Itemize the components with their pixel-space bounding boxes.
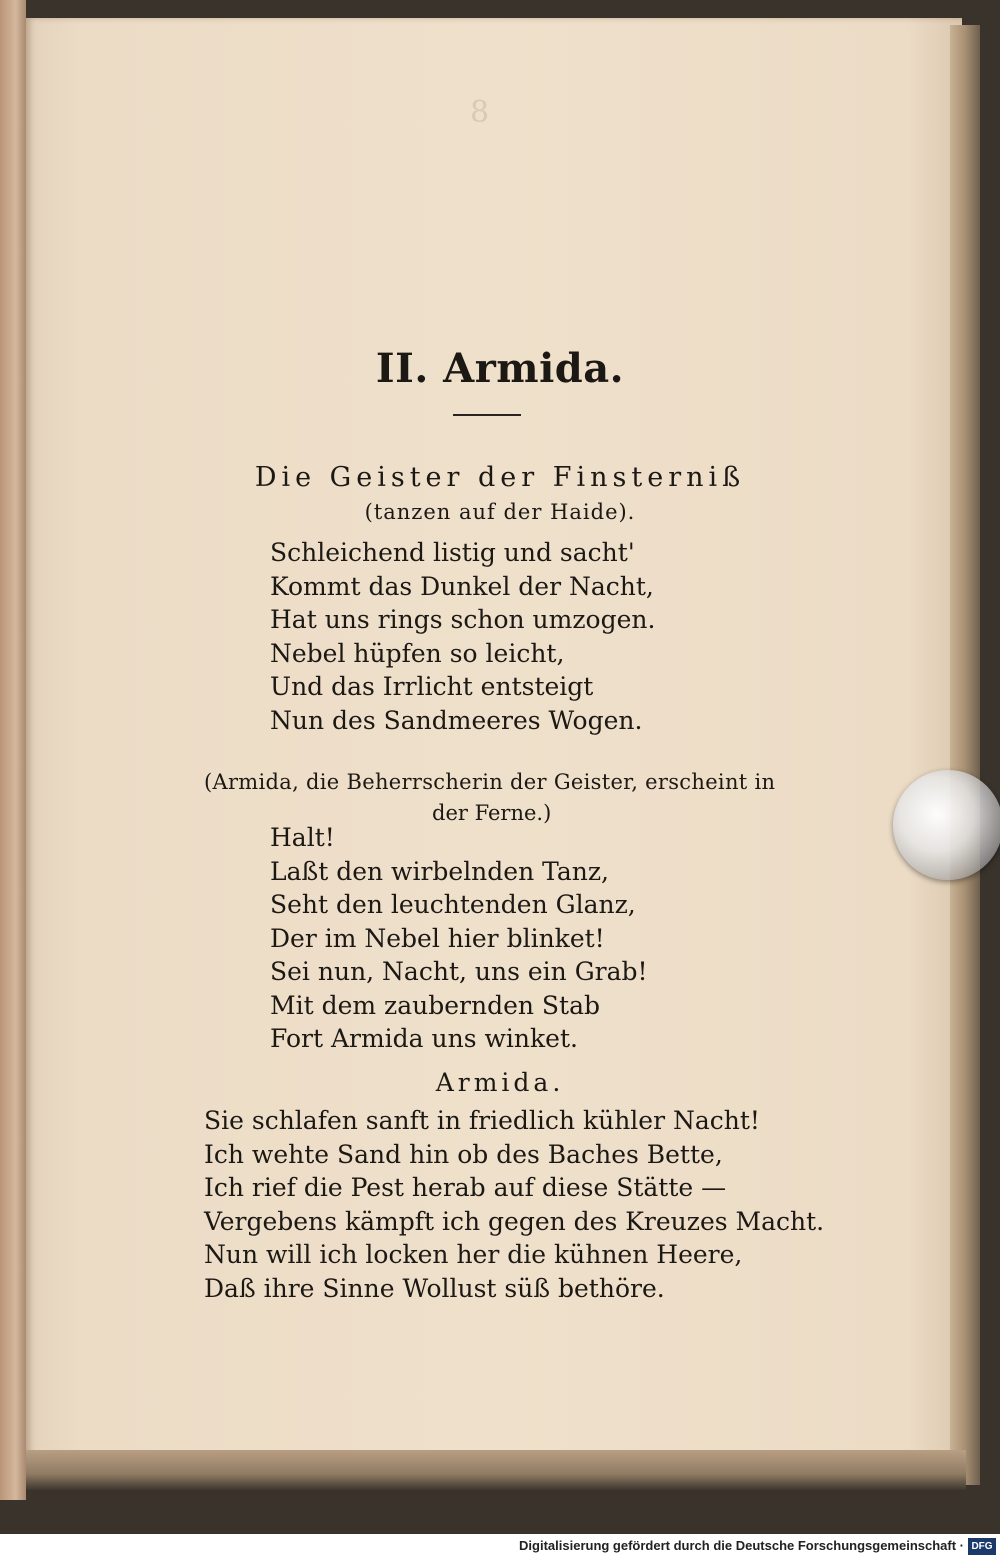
funding-credit: Digitalisierung gefördert durch die Deutsche Forschungsgemeinschaft · <box>519 1538 964 1553</box>
verse-line: Daß ihre Sinne Wollust süß bethöre. <box>204 1273 665 1303</box>
verse-line: Sei nun, Nacht, uns ein Grab! <box>270 957 648 986</box>
verse-line: Hat uns rings schon umzogen. <box>270 605 656 634</box>
verse-line: Nun des Sandmeeres Wogen. <box>270 705 643 735</box>
verse-line: Kommt das Dunkel der Nacht, <box>270 571 654 601</box>
verse-block-3 <box>204 1104 824 1305</box>
verse-line: Mit dem zaubernden Stab <box>270 990 600 1020</box>
verse-line: Halt! <box>270 823 335 852</box>
section-direction: (tanzen auf der Haide). <box>364 500 636 524</box>
footer-bar <box>0 1534 1000 1560</box>
glass-paperweight <box>893 770 1000 880</box>
stage-direction: (Armida, die Beherrscherin der Geister, erscheint in <box>204 770 776 794</box>
verse-line: Sie schlafen sanft in friedlich kühler Nacht! <box>204 1106 760 1135</box>
verse-line: Ich rief die Pest herab auf diese Stätte — <box>204 1173 727 1202</box>
verse-line: Ich wehte Sand hin ob des Baches Bette, <box>204 1139 723 1169</box>
chapter-heading: II. Armida. <box>375 345 625 392</box>
verse-line: Vergebens kämpft ich gegen des Kreuzes Macht. <box>204 1206 825 1236</box>
verse-line: Schleichend listig und sacht' <box>270 538 635 567</box>
verse-line: Fort Armida uns winket. <box>270 1024 578 1053</box>
verse-block-2 <box>270 821 648 1056</box>
section-title: Die Geister der Finsterniß <box>254 462 746 493</box>
verse-line: Nun will ich locken her die kühnen Heere, <box>204 1240 743 1269</box>
dfg-logo: DFG <box>968 1538 996 1555</box>
stage-direction-continued: der Ferne.) <box>432 801 552 825</box>
page-number: 8 <box>470 95 490 130</box>
verse-line: Und das Irrlicht entsteigt <box>270 672 594 701</box>
verse-line: Laßt den wirbelnden Tanz, <box>270 856 609 886</box>
verse-line: Nebel hüpfen so leicht, <box>270 638 565 668</box>
verse-line: Der im Nebel hier blinket! <box>270 923 605 953</box>
verse-line: Seht den leuchtenden Glanz, <box>270 890 636 919</box>
heading-rule <box>453 414 521 416</box>
speaker-name: Armida. <box>435 1068 565 1097</box>
verse-block-1 <box>270 536 655 737</box>
